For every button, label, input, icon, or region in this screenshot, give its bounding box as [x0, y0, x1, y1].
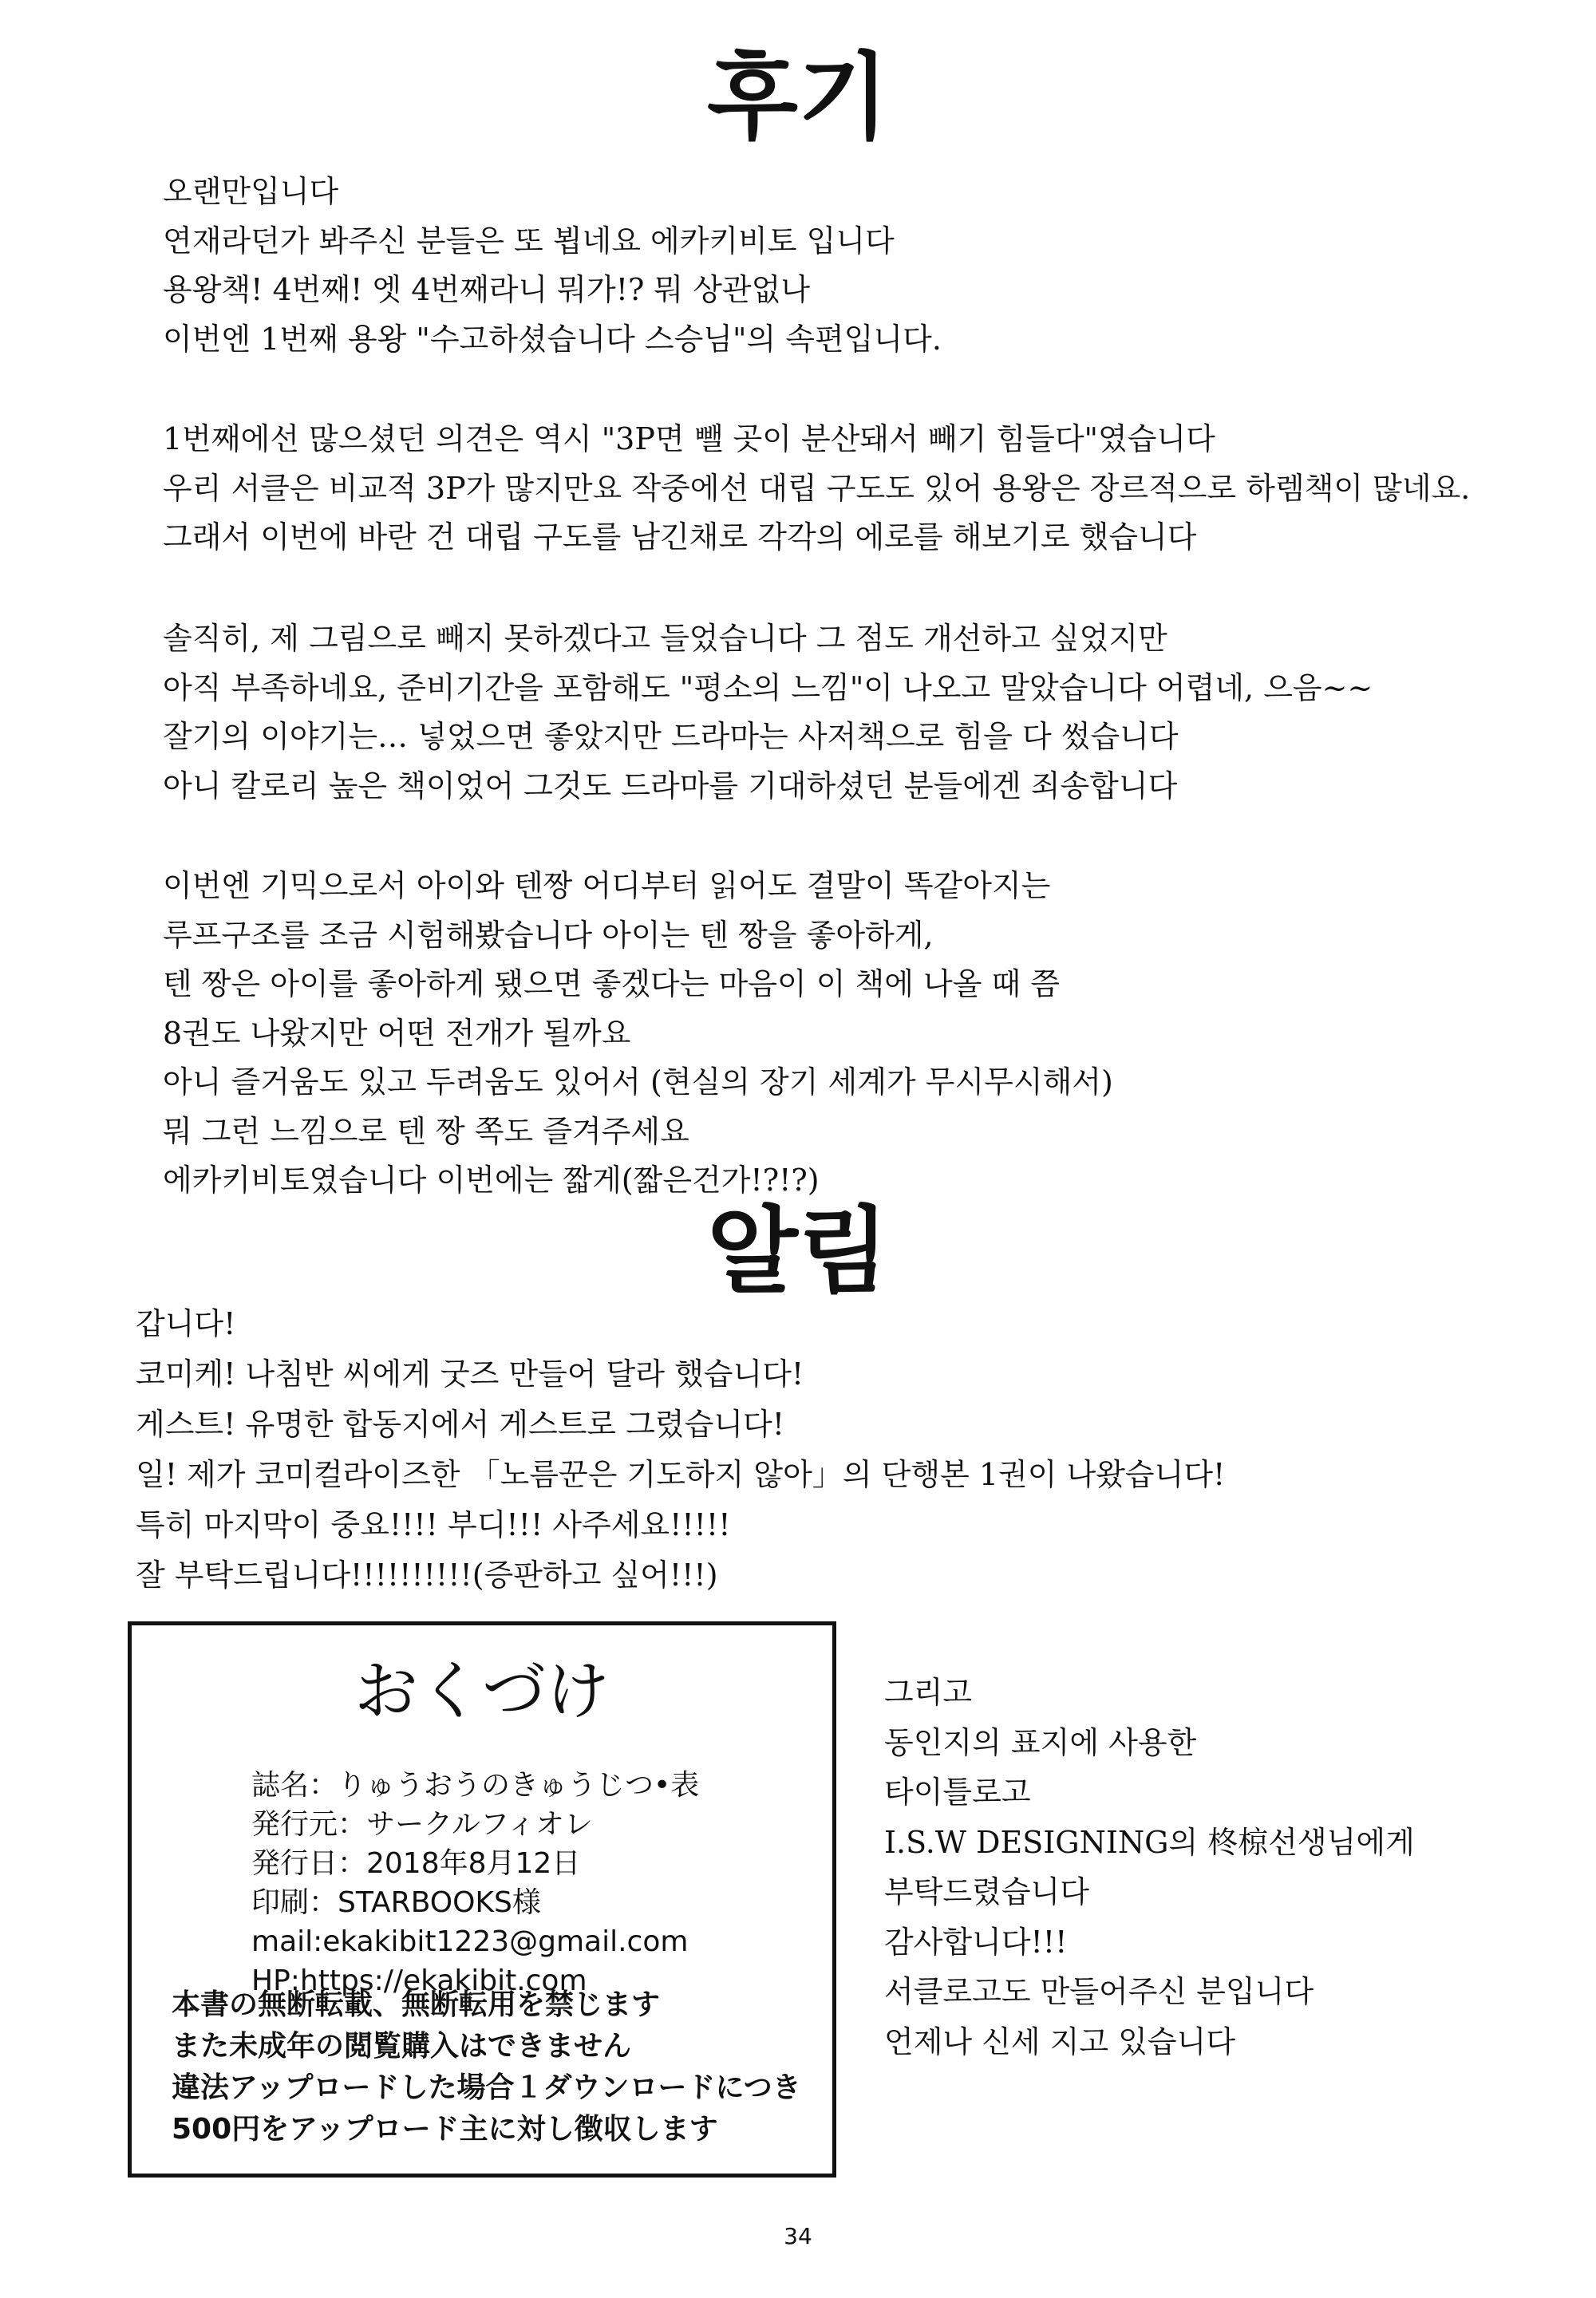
side-note-line: I.S.W DESIGNING의 柊椋선생님에게	[884, 1824, 1415, 1860]
side-note-line: 감사합니다!!!	[884, 1924, 1068, 1960]
text-line: 이번엔 기믹으로서 아이와 텐짱 어디부터 읽어도 결말이 똑같아지는	[163, 868, 1051, 903]
notice-line: 잘 부탁드립니다!!!!!!!!!!(증판하고 싶어!!!)	[136, 1558, 718, 1593]
text-line: 잘기의 이야기는… 넣었으면 좋았지만 드라마는 사저책으로 힘을 다 썼습니다	[163, 719, 1179, 754]
notice-line: 코미케! 나침반 씨에게 굿즈 만들어 달라 했습니다!	[136, 1356, 804, 1392]
notice-line: 게스트! 유명한 합동지에서 게스트로 그렸습니다!	[136, 1407, 785, 1442]
text-line: 연재라던가 봐주신 분들은 또 뵙네요 에카키비토 입니다	[163, 223, 895, 259]
legal-line: 本書の無断転載、無断転用を禁じます	[172, 1988, 661, 2021]
text-line: 8권도 나왔지만 어떤 전개가 될까요	[163, 1015, 631, 1051]
colophon-field-title: 誌名：りゅうおうのきゅうじつ•表	[251, 1769, 700, 1802]
side-note-line: 서클로고도 만들어주신 분입니다	[884, 1974, 1314, 2009]
side-note-line: 언제나 신세 지고 있습니다	[884, 2024, 1236, 2059]
text-line: 아직 부족하네요, 준비기간을 포함해도 "평소의 느낌"이 나오고 말았습니다 어렵네, 으음~~	[163, 669, 1373, 705]
text-line: 오랜만입니다	[163, 174, 339, 209]
afterword-title: 후기	[707, 42, 889, 152]
text-line: 텐 짱은 아이를 좋아하게 됐으면 좋겠다는 마음이 이 책에 나올 때 쯤	[163, 966, 1060, 1001]
side-note-line: 타이틀로고	[884, 1775, 1031, 1810]
colophon-field-mail: mail:ekakibit1223@gmail.com	[251, 1925, 689, 1958]
text-line: 이번엔 1번째 용왕 "수고하셨습니다 스승님"의 속편입니다.	[163, 321, 942, 357]
text-line: 아니 칼로리 높은 책이었어 그것도 드라마를 기대하셨던 분들에겐 죄송합니다	[163, 768, 1178, 804]
text-line: 우리 서클은 비교적 3P가 많지만요 작중에선 대립 구도도 있어 용왕은 장르적으로 하렘책이 많네요.	[163, 470, 1471, 506]
colophon-box	[128, 1621, 836, 2178]
text-line: 용왕책! 4번째! 엣 4번째라니 뭐가!? 뭐 상관없나	[163, 272, 811, 307]
side-note-line: 동인지의 표지에 사용한	[884, 1724, 1197, 1760]
side-note	[884, 1668, 1415, 2067]
text-line: 아니 즐거움도 있고 두려움도 있어서 (현실의 장기 세계가 무시무시해서)	[163, 1064, 1113, 1100]
afterword-paragraph-4	[163, 862, 1479, 1206]
colophon-fields	[251, 1766, 699, 2000]
text-line: 솔직히, 제 그림으로 빼지 못하겠다고 들었습니다 그 점도 개선하고 싶었지만	[163, 621, 1167, 656]
text-line: 그래서 이번에 바란 건 대립 구도를 남긴채로 각각의 에로를 해보기로 했습니다	[163, 519, 1197, 555]
text-line: 1번째에선 많으셨던 의견은 역시 "3P면 뺄 곳이 분산돼서 빼기 힘들다"였습니다	[163, 421, 1215, 456]
notice-line: 일! 제가 코미컬라이즈한 「노름꾼은 기도하지 않아」의 단행본 1권이 나왔습니다!	[136, 1457, 1226, 1492]
notice-block	[136, 1299, 1492, 1601]
notice-title: 알림	[707, 1196, 889, 1306]
colophon-legal	[172, 1984, 801, 2150]
legal-line: 違法アップロードした場合１ダウンロードにつき	[172, 2071, 801, 2104]
text-line: 에카키비토였습니다 이번에는 짧게(짧은건가!?!?)	[163, 1163, 820, 1198]
colophon-title: おくづけ	[354, 1654, 610, 1728]
side-note-line: 부탁드렸습니다	[884, 1874, 1089, 1909]
page-number: 34	[784, 2223, 812, 2249]
colophon-field-homepage: HP:https://ekakibit.com	[251, 1964, 587, 1997]
colophon-field-printer: 印刷：STARBOOKS様	[251, 1886, 541, 1919]
afterword-paragraph-2	[163, 415, 1479, 563]
afterword-paragraph-1	[163, 168, 1479, 364]
text-line: 루프구조를 조금 시험해봤습니다 아이는 텐 짱을 좋아하게,	[163, 917, 934, 953]
notice-line: 특히 마지막이 중요!!!! 부디!!! 사주세요!!!!!	[136, 1507, 731, 1542]
afterword-paragraph-3	[163, 614, 1479, 811]
colophon-field-publisher: 発行元：サークルフィオレ	[251, 1808, 594, 1841]
legal-line: また未成年の閲覧購入はできません	[172, 2030, 632, 2063]
text-line: 뭐 그런 느낌으로 텐 짱 쪽도 즐겨주세요	[163, 1113, 689, 1149]
colophon-field-date: 発行日：2018年8月12日	[251, 1847, 581, 1880]
notice-line: 갑니다!	[136, 1306, 236, 1341]
side-note-line: 그리고	[884, 1675, 973, 1710]
legal-line: 500円をアップロード主に対し徴収します	[172, 2113, 718, 2146]
